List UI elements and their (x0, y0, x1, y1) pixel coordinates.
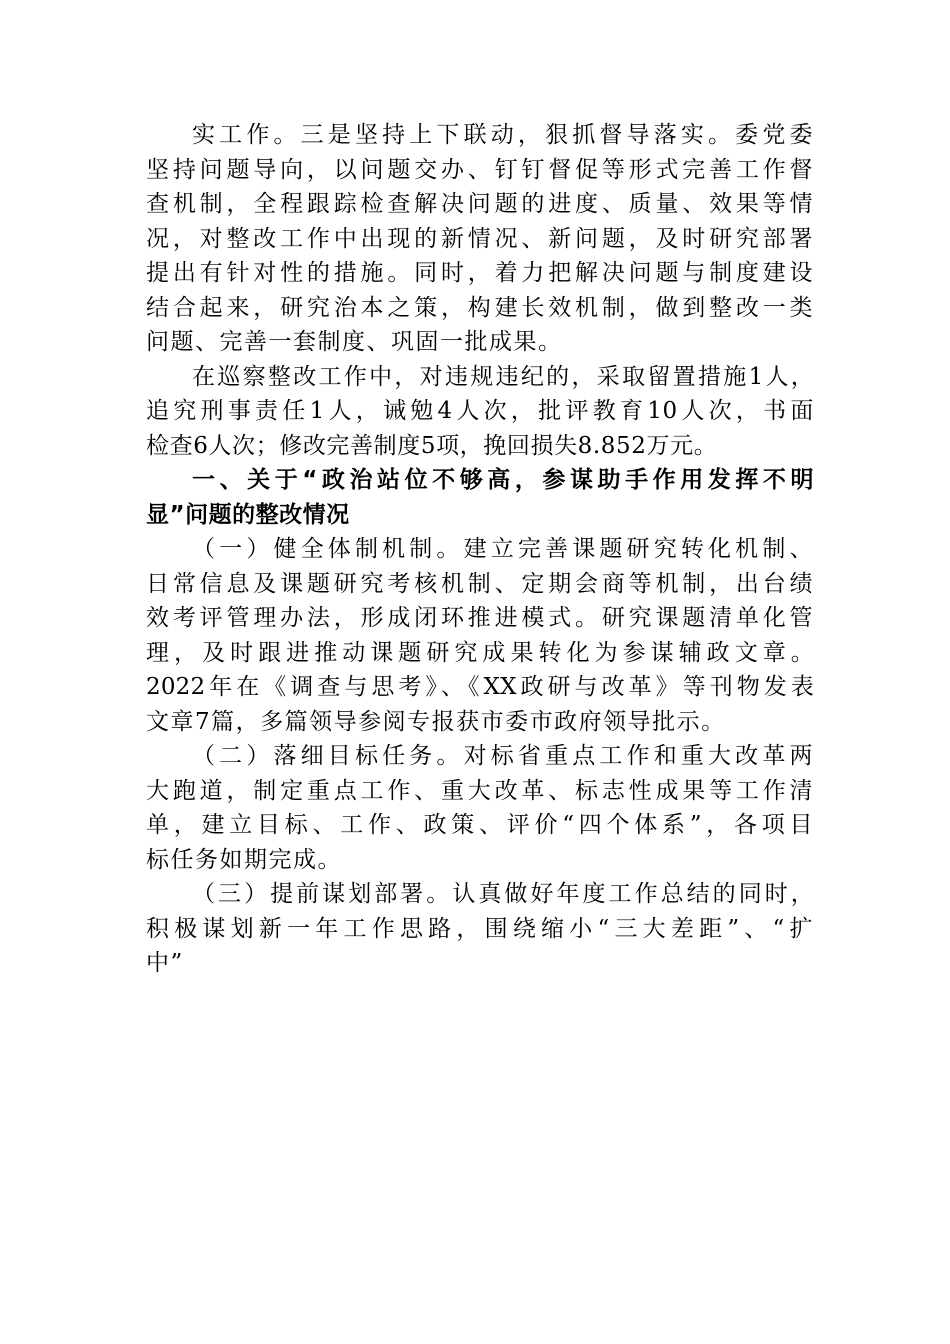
paragraph (146, 739, 814, 877)
paragraph (146, 877, 814, 981)
text-line: 问题、完善一套制度、巩固一批成果。 (146, 329, 563, 355)
text-line: 况，对整改工作中出现的新情况、新问题，及时研究部署 (146, 225, 814, 252)
text-line: 结合起来，研究治本之策，构建长效机制，做到整改一类 (146, 294, 814, 321)
text-line: 在巡察整改工作中，对违规违纪的，采取留置措施1人， (192, 363, 814, 390)
text-line: 提出有针对性的措施。同时，着力把解决问题与制度建设 (146, 260, 814, 286)
text-line: 理，及时跟进推动课题研究成果转化为参谋辅政文章。 (146, 639, 814, 666)
text-line: （三）提前谋划部署。认真做好年度工作总结的同时， (192, 881, 814, 907)
paragraph (146, 532, 814, 739)
text-line: 检查6人次；修改完善制度5项，挽回损失8.852万元。 (146, 432, 718, 459)
text-line: （二）落细目标任务。对标省重点工作和重大改革两 (192, 743, 814, 769)
paragraph (146, 360, 814, 464)
text-line: 2022年在《调查与思考》、《XX政研与改革》等刊物发表 (146, 674, 814, 700)
text-line: 追究刑事责任1人，诫勉4人次，批评教育10人次，书面 (146, 398, 814, 424)
text-line: 积极谋划新一年工作思路，围绕缩小“三大差距”、“扩 (146, 915, 814, 942)
document-page (146, 118, 814, 981)
heading-line: 一、关于“政治站位不够高，参谋助手作用发挥不明 (192, 467, 814, 493)
text-line: 大跑道，制定重点工作、重大改革、标志性成果等工作清 (146, 777, 814, 804)
text-line: 查机制，全程跟踪检查解决问题的进度、质量、效果等情 (146, 191, 814, 217)
text-line: 单，建立目标、工作、政策、评价“四个体系”，各项目 (146, 812, 814, 838)
section-heading (146, 463, 814, 532)
text-line: 中” (146, 950, 184, 976)
text-line: 文章7篇，多篇领导参阅专报获市委市政府领导批示。 (146, 708, 726, 735)
text-line: （一）健全体制机制。建立完善课题研究转化机制、 (192, 536, 814, 562)
text-line: 效考评管理办法，形成闭环推进模式。研究课题清单化管 (146, 605, 814, 631)
text-line: 标任务如期完成。 (146, 846, 342, 873)
text-line: 实工作。三是坚持上下联动，狠抓督导落实。委党委 (192, 122, 814, 148)
text-line: 日常信息及课题研究考核机制、定期会商等机制，出台绩 (146, 570, 814, 597)
paragraph (146, 118, 814, 360)
heading-line: 显”问题的整改情况 (146, 501, 350, 528)
text-line: 坚持问题导向，以问题交办、钉钉督促等形式完善工作督 (146, 156, 814, 183)
